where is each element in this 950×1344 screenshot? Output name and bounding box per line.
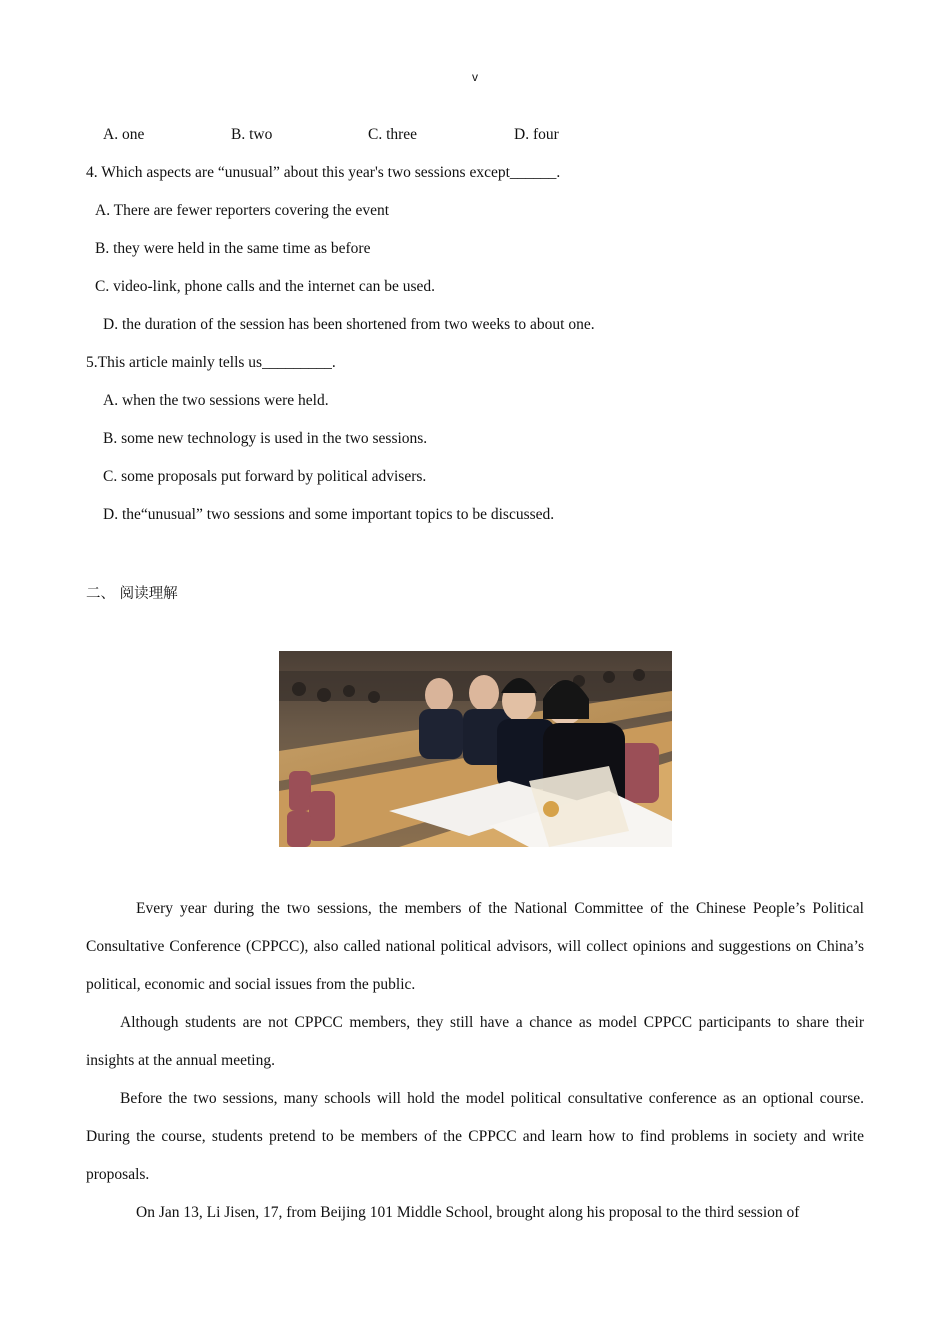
q3-option-c: C. three — [368, 126, 418, 143]
q4-stem: 4. Which aspects are “unusual” about this year's two sessions except______. — [86, 164, 561, 181]
q3-option-d: D. four — [514, 126, 559, 143]
q5-option-c: C. some proposals put forward by political advisers. — [103, 468, 427, 485]
q4-option-a: A. There are fewer reporters covering the event — [95, 202, 390, 219]
passage-paragraph-2: Although students are not CPPCC members, they still have a chance as model CPPCC participants to share their insights at the annual meeting. — [86, 1014, 864, 1069]
passage-paragraph-3: Before the two sessions, many schools will hold the model political consultative conference as an optional course. During the course, students pretend to be members of the CPPCC and learn how to find problems in society and write proposals. — [86, 1090, 864, 1183]
q3-options — [0, 126, 950, 146]
passage-paragraph-1: Every year during the two sessions, the members of the National Committee of the Chinese People’s Political Consultative Conference (CPPCC), also called national political advisors, will collect opinions and suggestions on China’s political, economic and social issues from the public. — [86, 900, 864, 993]
q5-stem: 5.This article mainly tells us_________. — [86, 354, 336, 371]
passage-paragraph-4: On Jan 13, Li Jisen, 17, from Beijing 101 Middle School, brought along his proposal to the third session of — [136, 1204, 800, 1221]
q5-option-a: A. when the two sessions were held. — [103, 392, 329, 409]
q5-option-b: B. some new technology is used in the two sessions. — [103, 430, 428, 447]
q3-option-a: A. one — [103, 126, 145, 143]
page-header-mark: v — [472, 70, 478, 84]
section-title: 二、 阅读理解 — [86, 586, 178, 602]
q4-option-d: D. the duration of the session has been shortened from two weeks to about one. — [103, 316, 595, 333]
q5-option-d: D. the“unusual” two sessions and some important topics to be discussed. — [103, 506, 555, 523]
q3-option-b: B. two — [231, 126, 273, 143]
students-at-conference-photo — [279, 651, 672, 847]
q4-option-b: B. they were held in the same time as before — [95, 240, 371, 257]
q4-option-c: C. video-link, phone calls and the internet can be used. — [95, 278, 436, 295]
